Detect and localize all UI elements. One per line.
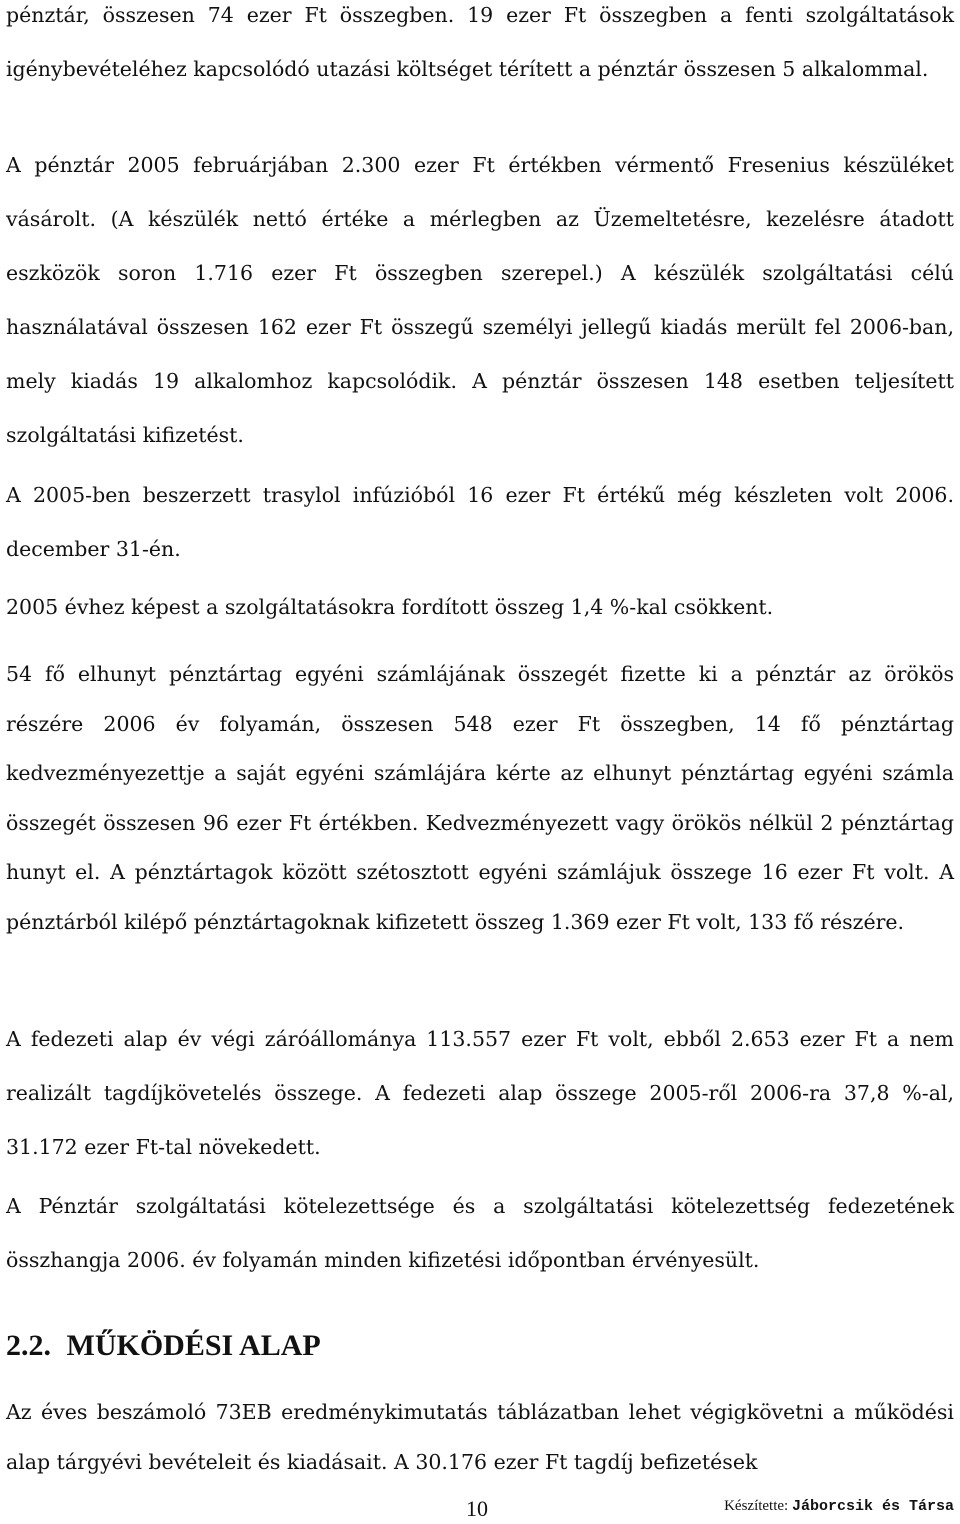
paragraph-services-decrease: 2005 évhez képest a szolgáltatásokra fordított összeg 1,4 %-kal csökkent. <box>6 595 774 619</box>
paragraph-obligations: A Pénztár szolgáltatási kötelezettsége és a szolgáltatási kötelezettség fedezetének összhangja 2006. év folyamán minden kifizetési időpontban érvényesült. <box>6 1194 954 1272</box>
paragraph-fresenius-device: A pénztár 2005 februárjában 2.300 ezer Ft értékben vérmentő Fresenius készüléket vásárolt. (A készülék nettó értéke a mérlegben az Üzemeltetésre, kezelésre átadott eszközök soron 1.716 ezer Ft összegben szerepel.) A készülék szolgáltatási célú használatával összesen 162 ezer Ft összegű személyi jellegű kiadás merült fel 2006-ban, mely kiadás 19 alkalomhoz kapcsolódik. A pénztár összesen 148 esetben teljesített szolgáltatási kifizetést. <box>6 153 954 447</box>
paragraph-deceased-members: 54 fő elhunyt pénztártag egyéni számlájának összegét fizette ki a pénztár az örökös részére 2006 év folyamán, összesen 548 ezer Ft összegben, 14 fő pénztártag kedvezményezettje a saját egyéni számlájára kérte az elhunyt pénztártag egyéni számla összegét összesen 96 ezer Ft értékben. Kedvezményezett vagy örökös nélkül 2 pénztártag hunyt el. A pénztártagok között szétosztott egyéni számlájuk összege 16 ezer Ft volt. A pénztárból kilépő pénztártagoknak kifizetett összeg 1.369 ezer Ft volt, 133 fő részére. <box>6 662 954 934</box>
paragraph-coverage-fund: A fedezeti alap év végi záróállománya 113.557 ezer Ft volt, ebből 2.653 ezer Ft a nem realizált tagdíjkövetelés összege. A fedezeti alap összege 2005-ről 2006-ra 37,8 %-al, 31.172 ezer Ft-tal növekedett. <box>6 1027 954 1159</box>
section-number: 2.2. <box>6 1329 51 1362</box>
paragraph-operating-fund: Az éves beszámoló 73EB eredménykimutatás táblázatban lehet végigkövetni a működési alap tárgyévi bevételeit és kiadásait. A 30.176 ezer Ft tagdíj befizetések <box>6 1400 954 1474</box>
page-number: 10 <box>466 1496 488 1521</box>
paragraph-services-costs: pénztár, összesen 74 ezer Ft összegben. 19 ezer Ft összegben a fenti szolgáltatások igénybevételéhez kapcsolódó utazási költséget térített a pénztár összesen 5 alkalommal. <box>6 3 954 81</box>
prepared-by-label: Készítette: <box>724 1498 789 1514</box>
author-name: Jáborcsik és Társa <box>791 1498 954 1515</box>
section-heading <box>6 1326 321 1366</box>
section-title: MŰKÖDÉSI ALAP <box>66 1329 321 1362</box>
footer-credit <box>724 1494 954 1519</box>
paragraph-trasylol-stock: A 2005-ben beszerzett trasylol infúzióból 16 ezer Ft értékű még készleten volt 2006. december 31-én. <box>6 483 954 561</box>
